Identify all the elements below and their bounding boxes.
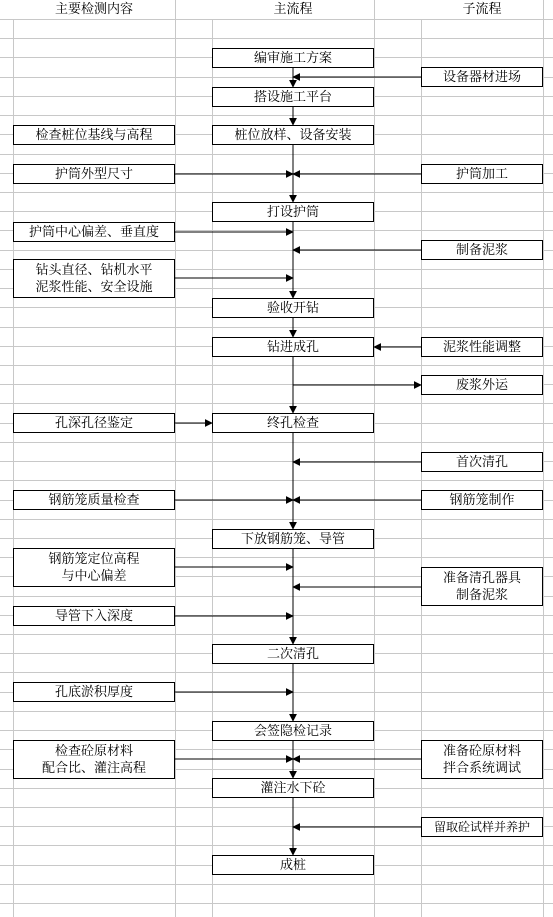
inspection-casing-center-vertical: 护筒中心偏差、垂直度 xyxy=(13,222,175,242)
sub-casing-fabrication: 护筒加工 xyxy=(421,164,543,184)
inspection-cage-position: 钢筋笼定位高程 与中心偏差 xyxy=(13,548,175,587)
inspection-hole-depth-diameter: 孔深孔径鉴定 xyxy=(13,413,175,433)
inspection-cage-quality: 钢筋笼质量检查 xyxy=(13,490,175,510)
sub-concrete-sample-curing: 留取砼试样并养护 xyxy=(421,817,543,837)
main-step-drilling: 钻进成孔 xyxy=(212,337,374,357)
inspection-baseline-elevation: 检查桩位基线与高程 xyxy=(13,125,175,145)
main-step-records: 会签隐检记录 xyxy=(212,721,374,741)
sub-cage-fabrication: 钢筋笼制作 xyxy=(421,490,543,510)
main-step-layout-setup: 桩位放样、设备安装 xyxy=(212,125,374,145)
main-step-platform: 搭设施工平台 xyxy=(212,87,374,107)
inspection-drill-mud-safety: 钻头直径、钻机水平 泥浆性能、安全设施 xyxy=(13,259,175,298)
main-step-pile-complete: 成桩 xyxy=(212,855,374,875)
sub-waste-mud-removal: 废浆外运 xyxy=(421,375,543,395)
header-inspection: 主要检测内容 xyxy=(13,0,175,19)
sub-cleaning-tools-mud: 准备清孔器具 制备泥浆 xyxy=(421,567,543,606)
main-step-final-hole-check: 终孔检查 xyxy=(212,413,374,433)
sub-mud-preparation: 制备泥浆 xyxy=(421,240,543,260)
sub-first-cleaning: 首次清孔 xyxy=(421,452,543,472)
inspection-conduit-depth: 导管下入深度 xyxy=(13,606,175,626)
inspection-sediment-thickness: 孔底淤积厚度 xyxy=(13,682,175,702)
main-step-cage-conduit: 下放钢筋笼、导管 xyxy=(212,529,374,549)
header-sub-flow: 子流程 xyxy=(421,0,543,19)
main-step-casing: 打设护筒 xyxy=(212,202,374,222)
main-step-pour-concrete: 灌注水下砼 xyxy=(212,778,374,798)
inspection-casing-size: 护筒外型尺寸 xyxy=(13,164,175,184)
main-step-plan: 编审施工方案 xyxy=(212,48,374,68)
sub-mud-adjustment: 泥浆性能调整 xyxy=(421,337,543,357)
sub-equipment-arrival: 设备器材进场 xyxy=(421,67,543,87)
sub-concrete-prep-mixing: 准备砼原材料 拌合系统调试 xyxy=(421,740,543,779)
main-step-accept-drill: 验收开钻 xyxy=(212,298,374,318)
header-main-flow: 主流程 xyxy=(212,0,374,19)
main-step-second-cleaning: 二次清孔 xyxy=(212,644,374,664)
inspection-concrete-materials: 检查砼原材料 配合比、灌注高程 xyxy=(13,740,175,779)
